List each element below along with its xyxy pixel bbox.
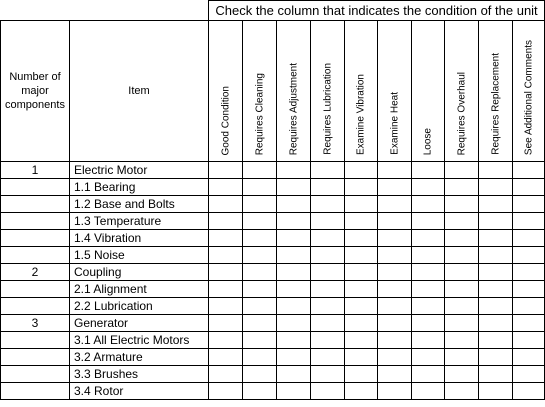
item-cell: Electric Motor [70,162,209,179]
condition-check-cell[interactable] [378,196,412,213]
condition-check-cell[interactable] [378,281,412,298]
item-cell: Coupling [70,264,209,281]
condition-check-cell[interactable] [378,366,412,383]
condition-check-cell[interactable] [345,230,378,247]
condition-check-cell[interactable] [513,162,545,179]
condition-column-header [345,21,378,162]
column-header-row [1,21,545,162]
condition-check-cell[interactable] [479,196,513,213]
condition-check-cell[interactable] [209,247,243,264]
condition-check-cell[interactable] [412,230,445,247]
item-cell: 1.3 Temperature [70,213,209,230]
condition-check-cell[interactable] [378,230,412,247]
condition-check-cell[interactable] [445,366,479,383]
condition-check-cell[interactable] [311,247,345,264]
component-number-cell [1,247,70,264]
condition-check-cell[interactable] [479,332,513,349]
component-number-cell [1,366,70,383]
condition-check-cell[interactable] [378,315,412,332]
condition-check-cell[interactable] [479,247,513,264]
condition-check-cell[interactable] [243,349,277,366]
condition-check-cell[interactable] [243,332,277,349]
condition-check-cell[interactable] [311,383,345,400]
condition-check-cell[interactable] [479,315,513,332]
condition-check-cell[interactable] [345,298,378,315]
condition-check-cell[interactable] [479,213,513,230]
condition-check-cell[interactable] [277,213,311,230]
condition-check-cell[interactable] [209,196,243,213]
table-row [1,162,545,179]
condition-column-label: Good Condition [220,85,231,155]
condition-check-cell[interactable] [311,196,345,213]
condition-check-cell[interactable] [243,315,277,332]
component-number-cell [1,298,70,315]
condition-column-header [479,21,513,162]
item-cell: 3.2 Armature [70,349,209,366]
condition-check-cell[interactable] [345,162,378,179]
condition-column-header [412,21,445,162]
condition-check-cell[interactable] [513,298,545,315]
condition-check-cell[interactable] [513,230,545,247]
table-row [1,383,545,400]
condition-check-cell[interactable] [311,264,345,281]
condition-check-cell[interactable] [412,366,445,383]
table-row [1,315,545,332]
condition-check-cell[interactable] [311,281,345,298]
item-cell: 1.1 Bearing [70,179,209,196]
condition-column-header [378,21,412,162]
condition-check-cell[interactable] [277,315,311,332]
condition-column-label: Loose [422,127,434,155]
condition-check-cell[interactable] [479,383,513,400]
condition-check-cell[interactable] [209,383,243,400]
condition-check-cell[interactable] [277,383,311,400]
condition-check-cell[interactable] [479,230,513,247]
condition-check-cell[interactable] [479,179,513,196]
condition-check-cell[interactable] [243,162,277,179]
condition-check-cell[interactable] [243,383,277,400]
item-cell: 1.5 Noise [70,247,209,264]
table-row [1,281,545,298]
condition-check-cell[interactable] [412,332,445,349]
condition-check-cell[interactable] [209,230,243,247]
condition-check-cell[interactable] [345,332,378,349]
component-number-cell: 2 [1,264,70,281]
condition-check-cell[interactable] [209,298,243,315]
table-row [1,247,545,264]
condition-check-cell[interactable] [243,298,277,315]
component-number-cell [1,213,70,230]
condition-column-label: See Additional Comments [523,39,535,155]
condition-check-cell[interactable] [513,196,545,213]
condition-check-cell[interactable] [345,213,378,230]
condition-check-cell[interactable] [445,383,479,400]
condition-check-cell[interactable] [345,264,378,281]
condition-check-cell[interactable] [345,179,378,196]
table-row [1,332,545,349]
condition-check-cell[interactable] [345,349,378,366]
condition-check-cell[interactable] [412,383,445,400]
condition-check-cell[interactable] [311,349,345,366]
condition-check-cell[interactable] [311,162,345,179]
condition-check-cell[interactable] [513,383,545,400]
number-column-header: Number of major components [1,21,70,162]
condition-check-cell[interactable] [243,213,277,230]
component-number-cell [1,383,70,400]
condition-check-cell[interactable] [277,298,311,315]
condition-check-cell[interactable] [378,332,412,349]
condition-check-cell[interactable] [412,349,445,366]
condition-check-cell[interactable] [345,383,378,400]
condition-check-cell[interactable] [209,162,243,179]
condition-column-label: Requires Adjustment [288,62,299,155]
condition-check-cell[interactable] [479,366,513,383]
condition-check-cell[interactable] [311,315,345,332]
condition-check-cell[interactable] [311,230,345,247]
component-number-cell: 1 [1,162,70,179]
condition-check-cell[interactable] [277,230,311,247]
condition-check-cell[interactable] [445,230,479,247]
condition-check-cell[interactable] [445,298,479,315]
condition-check-cell[interactable] [277,247,311,264]
condition-check-cell[interactable] [412,298,445,315]
condition-check-cell[interactable] [345,366,378,383]
condition-check-cell[interactable] [378,298,412,315]
condition-column-label: Examine Vibration [355,74,367,155]
condition-check-cell[interactable] [345,281,378,298]
condition-check-cell[interactable] [479,162,513,179]
condition-check-cell[interactable] [445,247,479,264]
table-row [1,196,545,213]
item-cell: 3.4 Rotor [70,383,209,400]
condition-check-cell[interactable] [243,366,277,383]
condition-check-cell[interactable] [513,281,545,298]
blank-corner-cell [1,1,209,21]
condition-check-cell[interactable] [445,264,479,281]
condition-column-header [277,21,311,162]
condition-check-cell[interactable] [412,315,445,332]
condition-check-cell[interactable] [479,264,513,281]
condition-check-cell[interactable] [209,179,243,196]
condition-check-cell[interactable] [209,315,243,332]
condition-column-header [243,21,277,162]
condition-check-cell[interactable] [277,332,311,349]
condition-check-cell[interactable] [277,366,311,383]
condition-check-cell[interactable] [209,264,243,281]
condition-check-cell[interactable] [412,179,445,196]
item-cell: 2.2 Lubrication [70,298,209,315]
condition-check-cell[interactable] [378,162,412,179]
condition-check-cell[interactable] [243,230,277,247]
item-cell: 3.1 All Electric Motors [70,332,209,349]
condition-check-cell[interactable] [277,179,311,196]
condition-check-cell[interactable] [209,332,243,349]
condition-column-label: Examine Heat [389,92,400,155]
table-row [1,298,545,315]
table-row [1,264,545,281]
title-row [1,1,545,21]
condition-check-cell[interactable] [445,332,479,349]
condition-check-cell[interactable] [311,298,345,315]
condition-column-header [513,21,545,162]
condition-check-cell[interactable] [277,264,311,281]
condition-check-cell[interactable] [513,332,545,349]
condition-check-cell[interactable] [445,213,479,230]
condition-check-cell[interactable] [378,179,412,196]
condition-check-cell[interactable] [479,349,513,366]
condition-check-cell[interactable] [209,281,243,298]
table-title: Check the column that indicates the condition of the unit [209,1,545,21]
condition-check-cell[interactable] [513,213,545,230]
condition-check-cell[interactable] [277,349,311,366]
condition-check-cell[interactable] [479,298,513,315]
condition-check-cell[interactable] [378,383,412,400]
condition-check-cell[interactable] [243,196,277,213]
condition-check-cell[interactable] [378,213,412,230]
condition-column-label: Requires Replacement [490,53,501,155]
condition-check-cell[interactable] [311,213,345,230]
component-number-cell [1,179,70,196]
component-number-cell [1,349,70,366]
condition-column-label: Requires Overhaul [456,71,467,155]
condition-check-cell[interactable] [277,281,311,298]
condition-check-cell[interactable] [513,247,545,264]
condition-check-cell[interactable] [209,213,243,230]
condition-check-cell[interactable] [209,366,243,383]
item-cell: 2.1 Alignment [70,281,209,298]
condition-check-cell[interactable] [243,264,277,281]
condition-check-cell[interactable] [445,349,479,366]
condition-check-cell[interactable] [209,349,243,366]
table-row [1,179,545,196]
condition-check-cell[interactable] [378,264,412,281]
condition-column-label: Requires Cleaning [254,72,265,155]
condition-check-cell[interactable] [412,281,445,298]
condition-check-cell[interactable] [445,281,479,298]
condition-check-cell[interactable] [513,366,545,383]
condition-column-label: Requires Lubrication [322,63,333,155]
item-column-header: Item [70,21,209,162]
component-number-cell [1,281,70,298]
component-number-cell [1,230,70,247]
condition-check-cell[interactable] [479,281,513,298]
condition-check-cell[interactable] [277,162,311,179]
condition-check-cell[interactable] [345,315,378,332]
condition-check-cell[interactable] [311,366,345,383]
table-row [1,230,545,247]
condition-check-cell[interactable] [445,315,479,332]
item-cell: 1.2 Base and Bolts [70,196,209,213]
condition-check-cell[interactable] [345,247,378,264]
condition-check-cell[interactable] [445,196,479,213]
condition-check-cell[interactable] [243,247,277,264]
condition-check-cell[interactable] [412,162,445,179]
condition-check-cell[interactable] [277,196,311,213]
condition-check-cell[interactable] [311,179,345,196]
condition-check-cell[interactable] [513,179,545,196]
condition-check-cell[interactable] [412,196,445,213]
condition-column-header [445,21,479,162]
condition-column-header [311,21,345,162]
condition-check-cell[interactable] [412,264,445,281]
item-cell: 1.4 Vibration [70,230,209,247]
component-number-cell [1,196,70,213]
component-number-cell [1,332,70,349]
table-row [1,213,545,230]
condition-column-header [209,21,243,162]
condition-check-cell[interactable] [243,281,277,298]
condition-check-cell[interactable] [513,315,545,332]
condition-check-cell[interactable] [513,264,545,281]
condition-check-cell[interactable] [412,247,445,264]
table-row [1,366,545,383]
condition-check-cell[interactable] [345,196,378,213]
condition-check-cell[interactable] [412,213,445,230]
item-cell: 3.3 Brushes [70,366,209,383]
item-cell: Generator [70,315,209,332]
component-number-cell: 3 [1,315,70,332]
condition-check-cell[interactable] [378,349,412,366]
table-row [1,349,545,366]
condition-check-cell[interactable] [513,349,545,366]
condition-check-cell[interactable] [243,179,277,196]
condition-check-cell[interactable] [311,332,345,349]
condition-check-cell[interactable] [445,162,479,179]
condition-check-cell[interactable] [378,247,412,264]
condition-check-cell[interactable] [445,179,479,196]
